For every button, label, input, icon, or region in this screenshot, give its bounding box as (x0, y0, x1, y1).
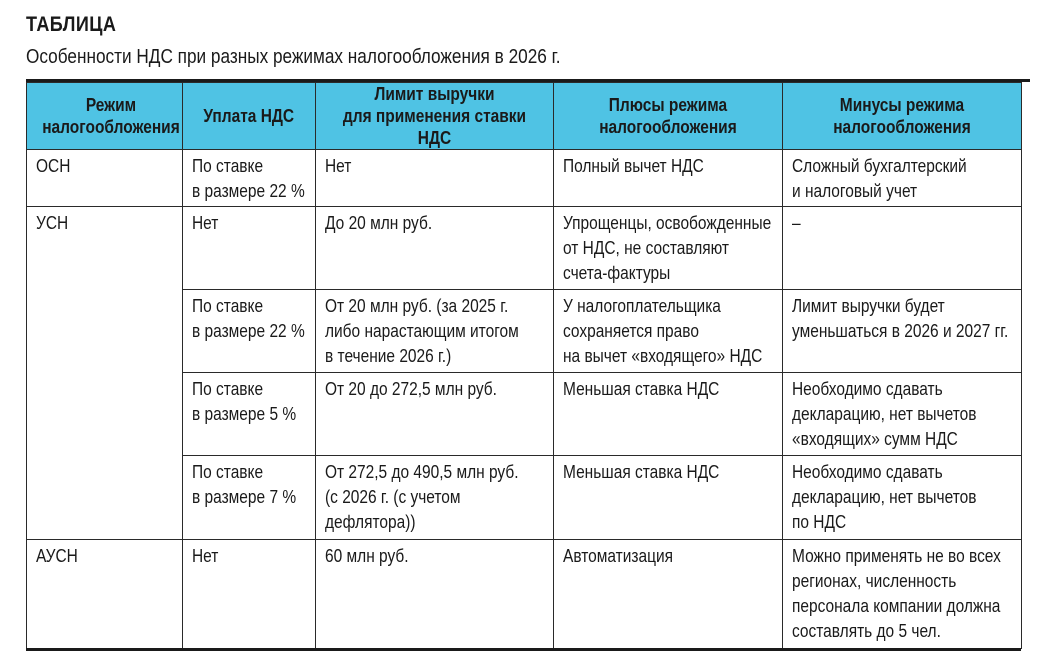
cell-pros: Меньшая ставка НДС (554, 456, 783, 540)
table-row (27, 207, 1022, 290)
cell-payment: По ставке в размере 5 % (183, 373, 316, 456)
cell-cons: Сложный бухгалтерский и налоговый учет (783, 150, 1022, 207)
cell-regime: АУСН (27, 540, 183, 649)
cell-payment: Нет (183, 540, 316, 649)
cell-limit: От 272,5 до 490,5 млн руб. (с 2026 г. (с учетом дефлятора)) (316, 456, 554, 540)
header-regime: Режим налогообложения (27, 83, 183, 150)
cell-limit: До 20 млн руб. (316, 207, 554, 290)
cell-pros: Полный вычет НДС (554, 150, 783, 207)
cell-pros: Автоматизация (554, 540, 783, 649)
cell-payment: По ставке в размере 22 % (183, 290, 316, 373)
cell-payment: По ставке в размере 22 % (183, 150, 316, 207)
cell-limit: От 20 до 272,5 млн руб. (316, 373, 554, 456)
cell-regime: ОСН (27, 150, 183, 207)
cell-cons: Необходимо сдавать декларацию, нет вычетов по НДС (783, 456, 1022, 540)
table-heading: ТАБЛИЦА (26, 13, 117, 36)
cell-cons: Можно применять не во всех регионах, численность персонала компании должна составлять до 5 чел. (783, 540, 1022, 649)
cell-pros: Меньшая ставка НДС (554, 373, 783, 456)
cell-cons: Лимит выручки будет уменьшаться в 2026 и 2027 гг. (783, 290, 1022, 373)
cell-payment: По ставке в размере 7 % (183, 456, 316, 540)
cell-pros: Упрощенцы, освобожденные от НДС, не составляют счета-фактуры (554, 207, 783, 290)
table-row (27, 150, 1022, 207)
cell-payment: Нет (183, 207, 316, 290)
table-row (27, 540, 1022, 649)
table-header-row (27, 83, 1022, 150)
cell-cons: – (783, 207, 1022, 290)
cell-limit: От 20 млн руб. (за 2025 г. либо нарастающим итогом в течение 2026 г.) (316, 290, 554, 373)
cell-limit: 60 млн руб. (316, 540, 554, 649)
table-subtitle: Особенности НДС при разных режимах налогообложения в 2026 г. (26, 46, 561, 68)
header-cons: Минусы режима налогообложения (783, 83, 1022, 150)
cell-regime: УСН (27, 207, 183, 540)
cell-limit: Нет (316, 150, 554, 207)
header-pros: Плюсы режима налогообложения (554, 83, 783, 150)
header-payment: Уплата НДС (183, 83, 316, 150)
header-limit: Лимит выручки для применения ставки НДС (316, 83, 554, 150)
cell-cons: Необходимо сдавать декларацию, нет вычетов «входящих» сумм НДС (783, 373, 1022, 456)
vat-regimes-table (26, 82, 1022, 649)
bottom-rule (26, 648, 1021, 651)
cell-pros: У налогоплательщика сохраняется право на вычет «входящего» НДС (554, 290, 783, 373)
